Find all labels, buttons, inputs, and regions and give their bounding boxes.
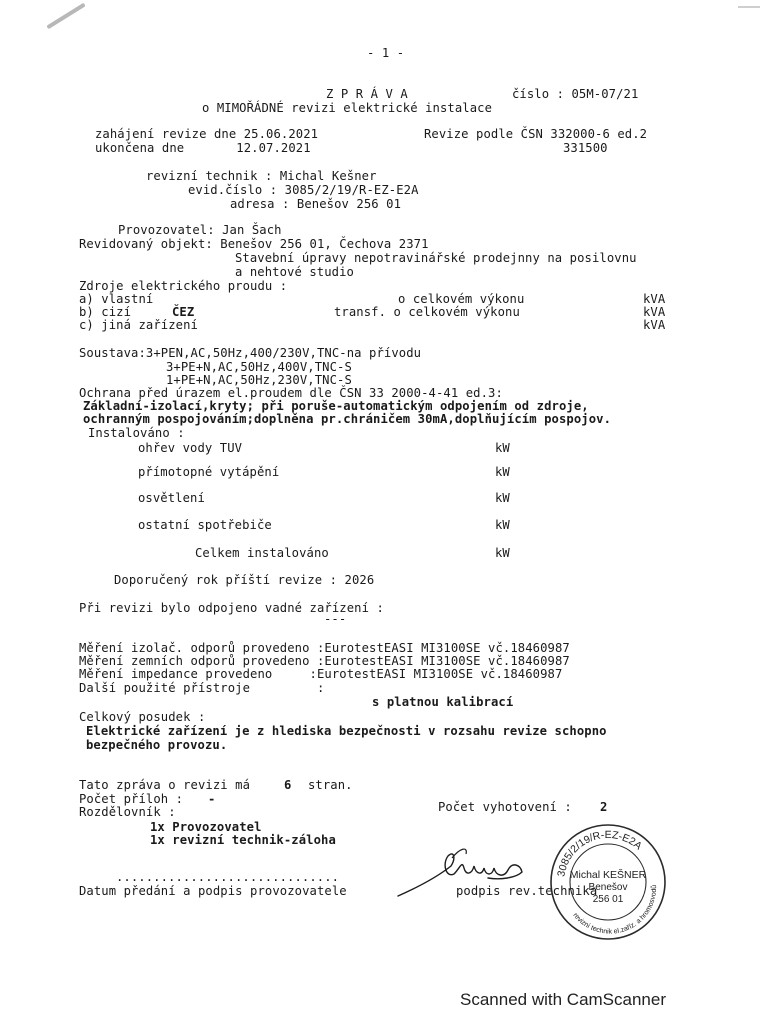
system-line-1: Soustava:3+PEN,AC,50Hz,400/230V,TNC-na přívodu xyxy=(79,346,422,360)
technician-address: adresa : Benešov 256 01 xyxy=(230,197,402,211)
disconnected-value: --- xyxy=(324,612,347,626)
installed-item-unit: kW xyxy=(495,441,510,455)
official-stamp xyxy=(548,822,668,942)
installed-item: ostatní spotřebiče xyxy=(138,518,272,532)
power-own-capacity: o celkovém výkonu xyxy=(398,292,525,306)
scan-artifact xyxy=(738,6,760,8)
verdict-line-2: bezpečného provozu. xyxy=(86,738,228,752)
measurement-insulation: Měření izolač. odporů provedeno :EurotestEASI MI3100SE vč.18460987 xyxy=(79,641,570,655)
stamp-city: Benešov xyxy=(588,882,628,893)
technician-name: revizní technik : Michal Kešner xyxy=(146,169,377,183)
norm: Revize podle ČSN 332000-6 ed.2 xyxy=(424,127,648,141)
power-other: c) jiná zařízení xyxy=(79,318,198,332)
measurement-impedance: Měření impedance provedeno :EurotestEASI MI3100SE vč.18460987 xyxy=(79,667,563,681)
stamp-ring-text: 3085/2/19/R-EZ-E2A xyxy=(555,828,645,878)
next-revision: Doporučený rok příští revize : 2026 xyxy=(114,573,375,587)
operator: Provozovatel: Jan Šach xyxy=(118,223,282,237)
distribution-item: 1x Provozovatel xyxy=(150,820,262,834)
technician-evid: evid.číslo : 3085/2/19/R-EZ-E2A xyxy=(188,183,419,197)
object-line-3: a nehtové studio xyxy=(235,265,354,279)
calibration-note: s platnou kalibrací xyxy=(372,695,514,709)
power-own-unit: kVA xyxy=(643,292,666,306)
attachments-value: - xyxy=(208,792,216,806)
copies-label: Počet vyhotovení : xyxy=(438,800,572,814)
installed-total-unit: kW xyxy=(495,546,510,560)
system-line-3: 1+PE+N,AC,50Hz,230V,TNC-S xyxy=(166,373,352,387)
protection-label: Ochrana před úrazem el.proudem dle ČSN 33 2000-4-41 ed.3: xyxy=(79,386,503,400)
scan-artifact xyxy=(46,3,85,30)
power-supplier: ČEZ xyxy=(172,305,195,319)
power-external-unit: kVA xyxy=(643,305,666,319)
handwritten-signature xyxy=(396,838,536,898)
pages-suffix: stran. xyxy=(308,778,353,792)
distribution-label: Rozdělovník : xyxy=(79,805,176,819)
verdict-label: Celkový posudek : xyxy=(79,710,206,724)
stamp-bottom-text: revizní technik el.zaříz. a hromosvodů xyxy=(571,884,659,936)
installed-item-unit: kW xyxy=(495,465,510,479)
power-external: b) cizí xyxy=(79,305,132,319)
object-line-2: Stavební úpravy nepotravinářské prodejnny na posilovnu xyxy=(235,251,637,265)
protection-line-2: ochranným pospojováním;doplněna pr.chráničem 30mA,doplňujícím pospojov. xyxy=(83,412,612,426)
pages-label: Tato zpráva o revizi má xyxy=(79,778,251,792)
report-title: Z P R Á V A xyxy=(326,87,408,101)
installed-heading: Instalováno : xyxy=(88,426,185,440)
signature-label: podpis rev.technika xyxy=(456,884,598,898)
verdict-line-1: Elektrické zařízení je z hlediska bezpečnosti v rozsahu revize schopno xyxy=(86,724,607,738)
report-subtitle: o MIMOŘÁDNÉ revizi elektrické instalace xyxy=(202,101,493,115)
installed-item-unit: kW xyxy=(495,491,510,505)
scanner-watermark: Scanned with CamScanner xyxy=(460,990,667,1009)
disconnected-label: Při revizi bylo odpojeno vadné zařízení : xyxy=(79,601,384,615)
stamp-name: Michal KEŠNER xyxy=(569,869,647,881)
measurement-earth: Měření zemních odporů provedeno :EurotestEASI MI3100SE vč.18460987 xyxy=(79,654,570,668)
report-number: číslo : 05M-07/21 xyxy=(512,87,639,101)
protection-line-1: Základní-izolací,kryty; při poruše-automatickým odpojením od zdroje, xyxy=(83,399,589,413)
installed-total: Celkem instalováno xyxy=(195,546,329,560)
end-date: ukončena dne 12.07.2021 xyxy=(95,141,311,155)
stamp-zip: 256 01 xyxy=(592,894,624,905)
handover-label: Datum předání a podpis provozovatele xyxy=(79,884,347,898)
system-line-2: 3+PE+N,AC,50Hz,400V,TNC-S xyxy=(166,360,352,374)
power-other-unit: kVA xyxy=(643,318,666,332)
handover-dots: .............................. xyxy=(116,870,340,884)
page-number: - 1 - xyxy=(367,46,405,60)
start-date: zahájení revize dne 25.06.2021 xyxy=(95,127,319,141)
pages-count: 6 xyxy=(284,778,292,792)
power-heading: Zdroje elektrického proudu : xyxy=(79,279,288,293)
object-line-1: Revidovaný objekt: Benešov 256 01, Čechova 2371 xyxy=(79,237,429,251)
attachments-label: Počet příloh : xyxy=(79,792,184,806)
distribution-item: 1x revizní technik-záloha xyxy=(150,833,336,847)
installed-item: ohřev vody TUV xyxy=(138,441,243,455)
norm-2: 331500 xyxy=(563,141,608,155)
installed-item-unit: kW xyxy=(495,518,510,532)
installed-item: přímotopné vytápění xyxy=(138,465,280,479)
power-own: a) vlastní xyxy=(79,292,154,306)
copies-value: 2 xyxy=(600,800,608,814)
measurement-other: Další použité přístroje : xyxy=(79,681,325,695)
power-external-capacity: transf. o celkovém výkonu xyxy=(334,305,520,319)
installed-item: osvětlení xyxy=(138,491,205,505)
